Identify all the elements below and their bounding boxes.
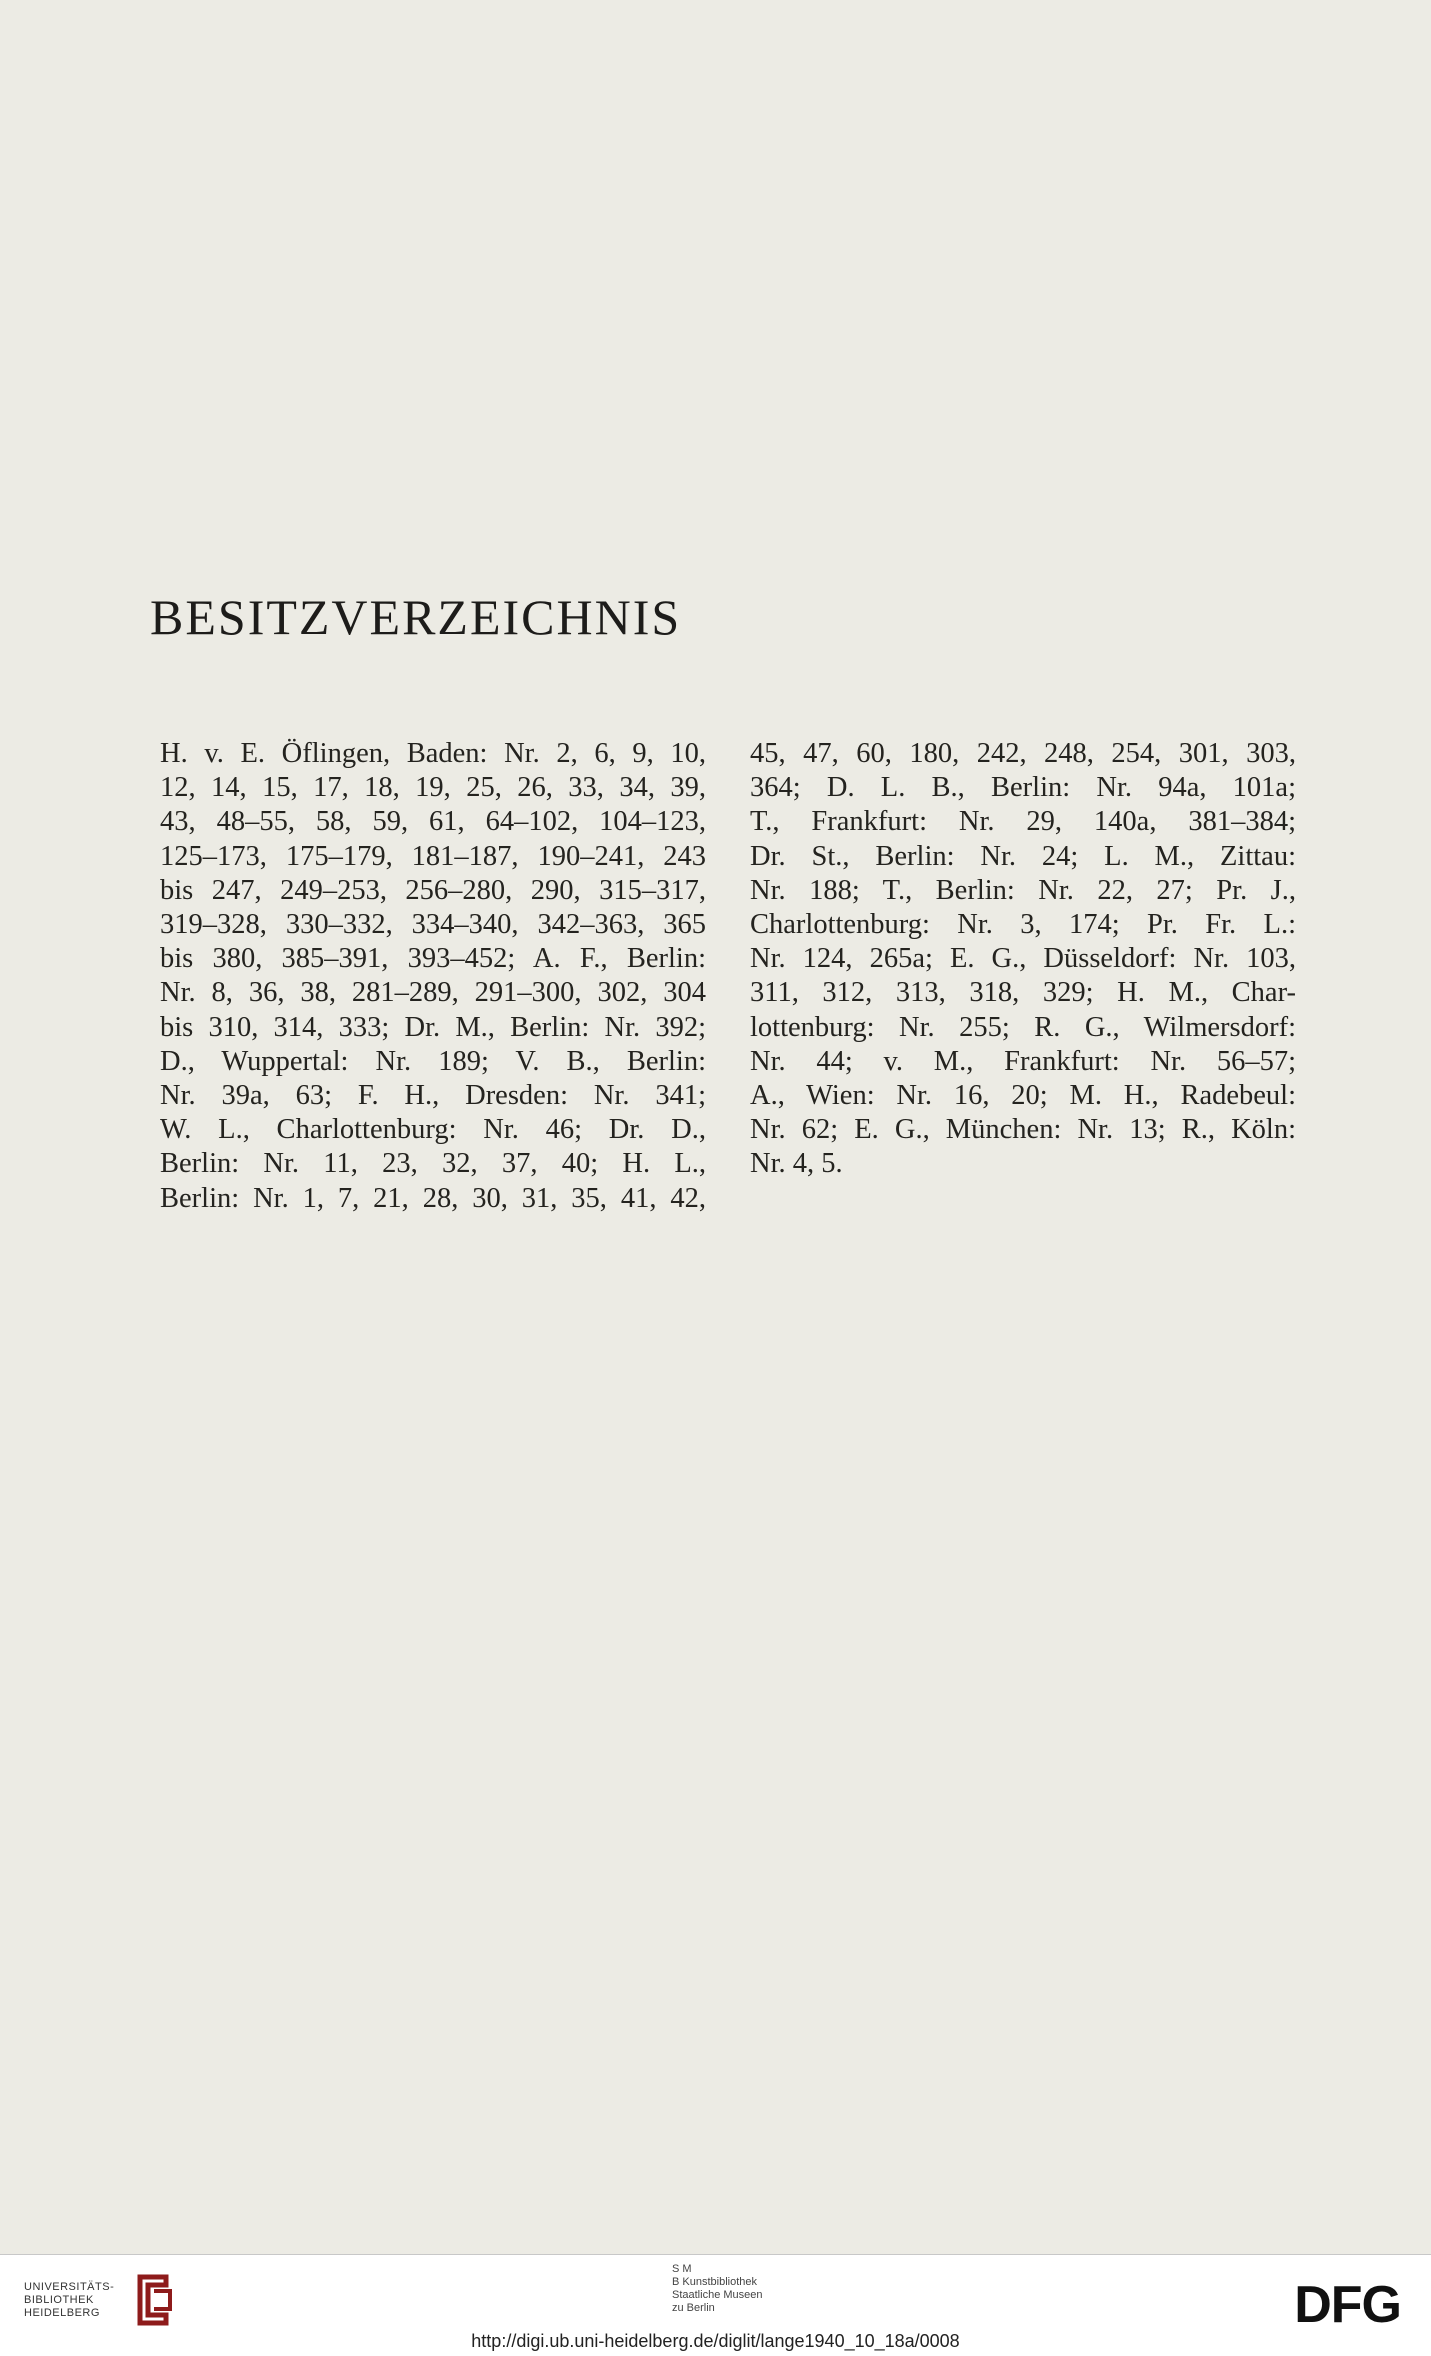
right-column-line: Charlottenburg: Nr. 3, 174; Pr. Fr. L.: [750,909,1296,941]
right-column-line: 45, 47, 60, 180, 242, 248, 254, 301, 303, [750,738,1296,769]
right-column-line: 311, 312, 313, 318, 329; H. M., Char- [750,977,1296,1009]
right-column-line: T., Frankfurt: Nr. 29, 140a, 381–384; [750,806,1296,838]
left-column [160,737,706,1216]
museum-line: zu Berlin [672,2302,715,2314]
left-column-line: bis 310, 314, 333; Dr. M., Berlin: Nr. 392; [160,1011,706,1043]
museum-line: S M [672,2263,692,2275]
footer [0,2254,1431,2356]
left-column-line: Berlin: Nr. 1, 7, 21, 28, 30, 31, 35, 41, 42, [160,1182,706,1214]
right-column-line: Nr. 188; T., Berlin: Nr. 22, 27; Pr. J., [750,874,1296,906]
right-column-line: Nr. 62; E. G., München: Nr. 13; R., Köln: [750,1114,1296,1146]
university-line: UNIVERSITÄTS- [24,2281,115,2293]
left-column-line: 319–328, 330–332, 334–340, 342–363, 365 [160,909,706,941]
left-column-line: D., Wuppertal: Nr. 189; V. B., Berlin: [160,1045,706,1077]
left-column-line: Nr. 8, 36, 38, 281–289, 291–300, 302, 304 [160,977,706,1009]
dfg-logo: DFG [1294,2276,1401,2334]
show-through-band [0,548,1431,592]
left-column-line: Nr. 39a, 63; F. H., Dresden: Nr. 341; [160,1080,706,1112]
left-column-line: 43, 48–55, 58, 59, 61, 64–102, 104–123, [160,806,706,838]
right-column [750,737,1296,1182]
left-column-line: Berlin: Nr. 11, 23, 32, 37, 40; H. L., [160,1148,706,1180]
right-column-line: Nr. 4, 5. [750,1148,843,1180]
left-column-line: 12, 14, 15, 17, 18, 19, 25, 26, 33, 34, 39, [160,772,706,804]
museum-logo [672,2263,812,2315]
museum-line: Staatliche Museen [672,2289,763,2301]
left-column-line: 125–173, 175–179, 181–187, 190–241, 243 [160,840,706,872]
right-column-line: Nr. 44; v. M., Frankfurt: Nr. 56–57; [750,1045,1296,1077]
page-url[interactable]: http://digi.ub.uni-heidelberg.de/diglit/lange1940_10_18a/0008 [471,2331,960,2351]
left-column-line: bis 247, 249–253, 256–280, 290, 315–317, [160,874,706,906]
right-column-line: Dr. St., Berlin: Nr. 24; L. M., Zittau: [750,840,1296,872]
left-column-line: bis 380, 385–391, 393–452; A. F., Berlin: [160,943,706,975]
right-column-line: A., Wien: Nr. 16, 20; M. H., Radebeul: [750,1080,1296,1112]
right-column-line: 364; D. L. B., Berlin: Nr. 94a, 101a; [750,772,1296,804]
university-line: BIBLIOTHEK [24,2294,94,2306]
university-name [24,2281,144,2320]
page-title: BESITZVERZEICHNIS [150,589,682,645]
left-column-line: W. L., Charlottenburg: Nr. 46; Dr. D., [160,1114,706,1146]
university-line: HEIDELBERG [24,2307,100,2319]
right-column-line: lottenburg: Nr. 255; R. G., Wilmersdorf: [750,1011,1296,1043]
left-column-line: H. v. E. Öflingen, Baden: Nr. 2, 6, 9, 10, [160,738,706,769]
museum-line: B Kunstbibliothek [672,2276,757,2288]
right-column-line: Nr. 124, 265a; E. G., Düsseldorf: Nr. 103, [750,943,1296,975]
